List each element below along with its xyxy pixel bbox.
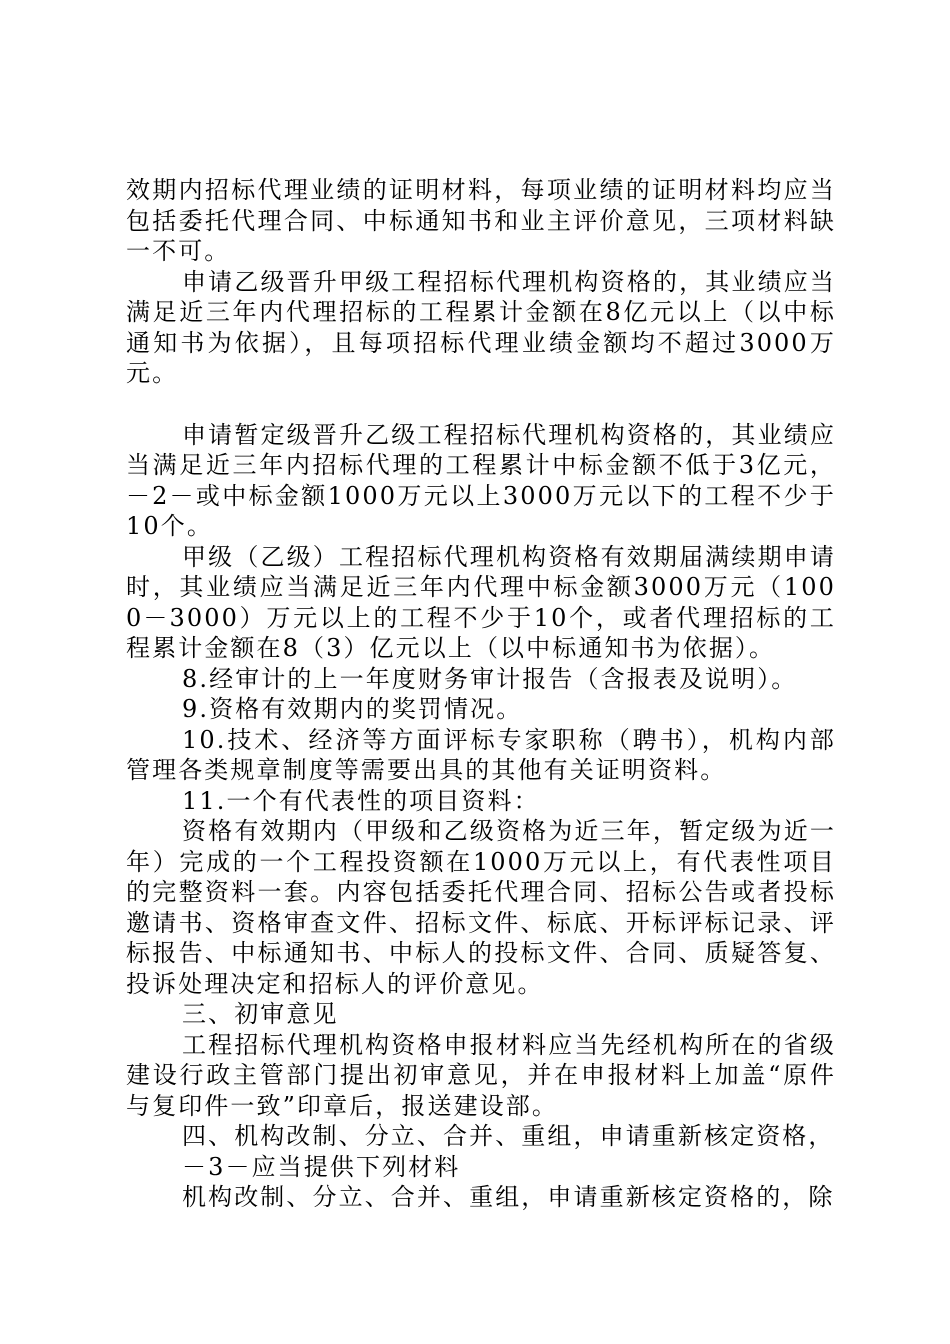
- paragraph-project-materials: 资格有效期内（甲级和乙级资格为近三年，暂定级为近一年）完成的一个工程投资额在1000万元以上，有代表性项目的完整资料一套。内容包括委托代理合同、招标公告或者投标邀请书、资格审查文件、招标文件、标底、开标评标记录、评标报告、中标通知书、中标人的投标文件、合同、质疑答复、投诉处理决定和招标人的评价意见。: [126, 817, 836, 998]
- list-item-9: 9.资格有效期内的奖罚情况。: [182, 695, 523, 723]
- paragraph-required-materials: －3－应当提供下列材料: [182, 1152, 461, 1181]
- list-item-11: 11.一个有代表性的项目资料：: [182, 786, 540, 815]
- section-heading-preliminary-review: 三、初审意见: [182, 1000, 339, 1028]
- paragraph-grade-b-to-a: 申请乙级晋升甲级工程招标代理机构资格的，其业绩应当满足近三年内代理招标的工程累计金额在8亿元以上（以中标通知书为依据），且每项招标代理业绩金额均不超过3000万元。: [126, 267, 836, 387]
- paragraph-continuation: 效期内招标代理业绩的证明材料，每项业绩的证明材料均应当包括委托代理合同、中标通知书和业主评价意见，三项材料缺一不可。: [126, 176, 836, 265]
- paragraph-restructuring-detail: 机构改制、分立、合并、重组，申请重新核定资格的，除: [182, 1183, 835, 1211]
- list-item-8: 8.经审计的上一年度财务审计报告（含报表及说明）。: [182, 664, 798, 693]
- paragraph-provisional-to-b: 申请暂定级晋升乙级工程招标代理机构资格的，其业绩应当满足近三年内招标代理的工程累计中标金额不低于3亿元，－2－或中标金额1000万元以上3000万元以下的工程不少于10个。: [126, 420, 836, 540]
- paragraph-renewal: 甲级（乙级）工程招标代理机构资格有效期届满续期申请时，其业绩应当满足近三年内代理中标金额3000万元（1000－3000）万元以上的工程不少于10个，或者代理招标的工程累计金额在8（3）亿元以上（以中标通知书为依据）。: [126, 542, 836, 662]
- list-item-10: 10.技术、经济等方面评标专家职称（聘书），机构内部管理各类规章制度等需要出具的其他有关证明资料。: [126, 725, 836, 784]
- document-page: [126, 175, 836, 1213]
- paragraph-preliminary-review: 工程招标代理机构资格申报材料应当先经机构所在的省级建设行政主管部门提出初审意见，并在申报材料上加盖“原件与复印件一致”印章后，报送建设部。: [126, 1030, 836, 1120]
- section-heading-restructuring: 四、机构改制、分立、合并、重组，申请重新核定资格，: [182, 1122, 835, 1150]
